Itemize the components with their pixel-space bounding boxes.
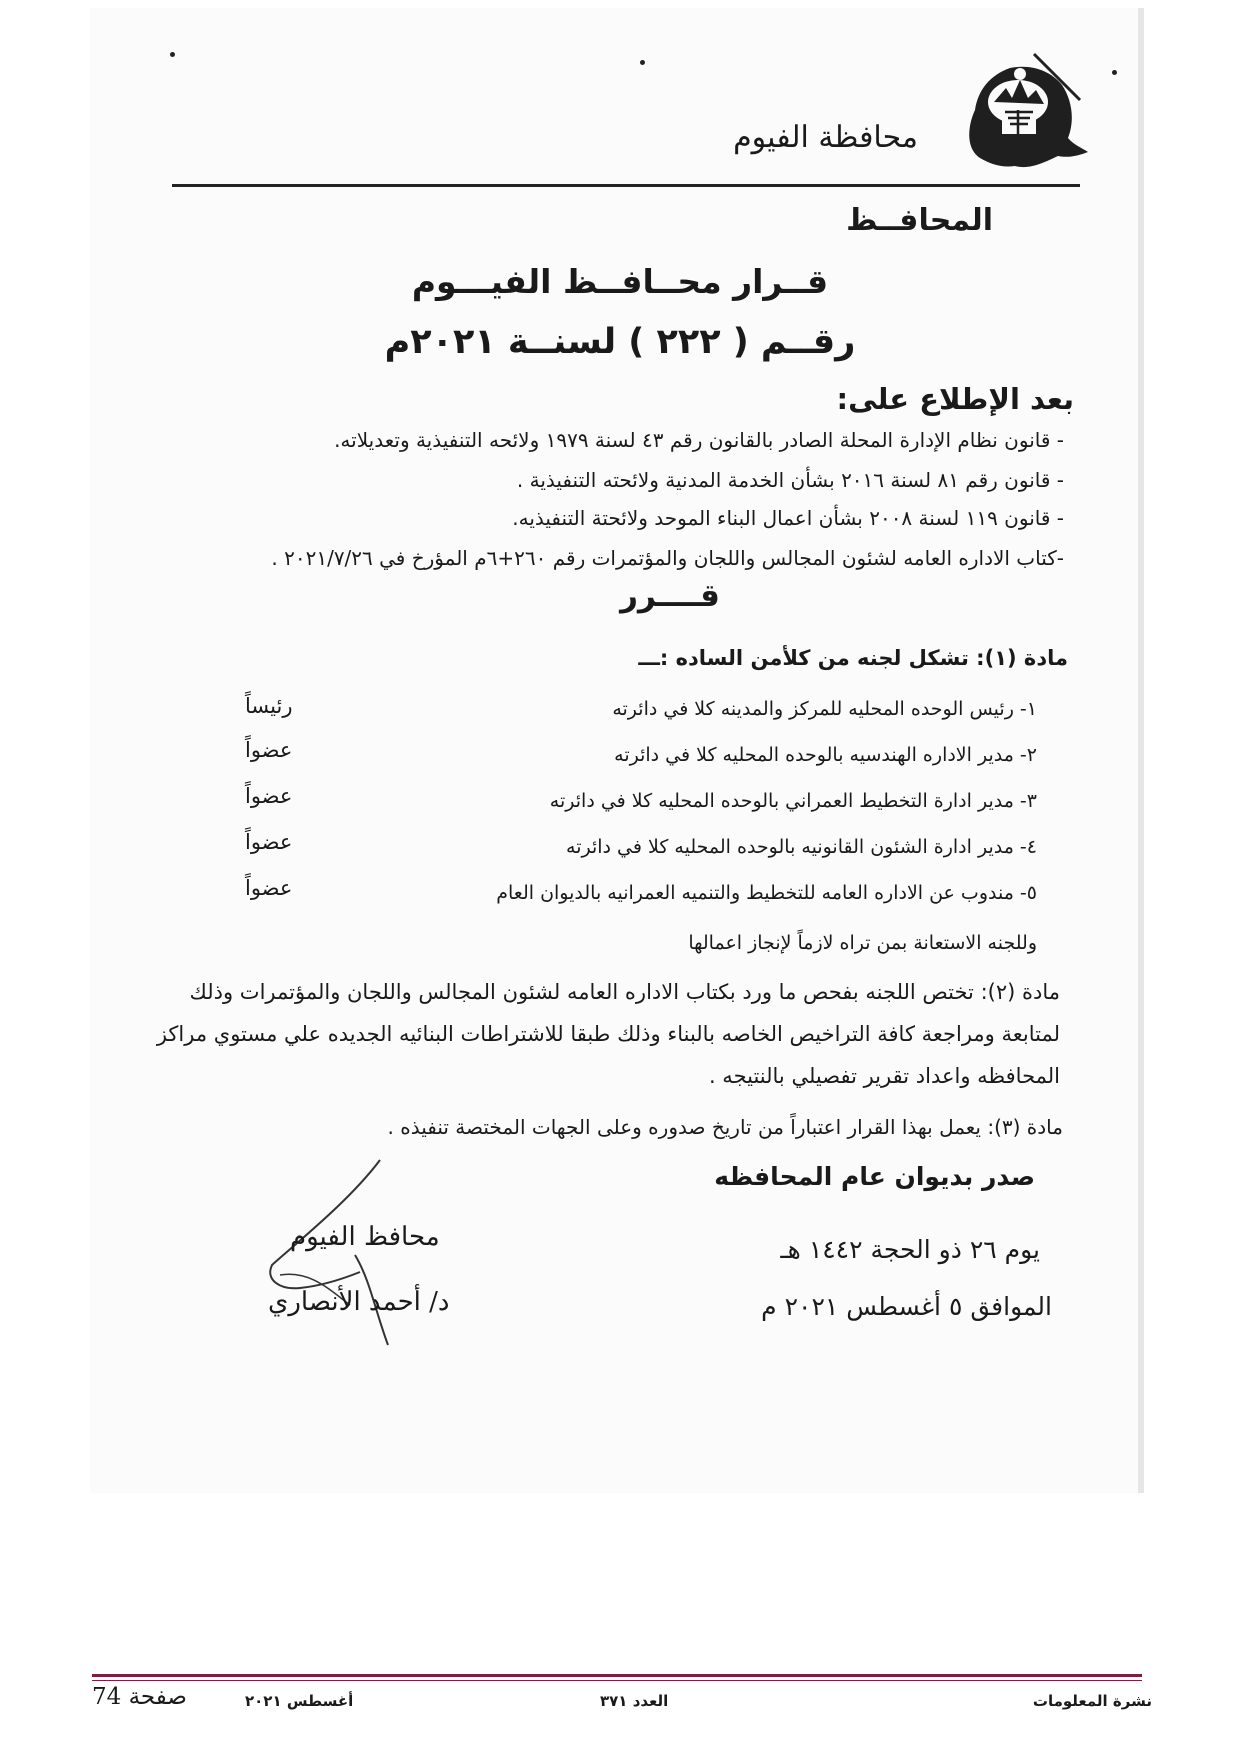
scan-speck bbox=[1112, 70, 1117, 75]
footer-issue: العدد ٣٧١ bbox=[600, 1692, 669, 1710]
decree-title: قــرار محــافــظ الفيـــوم bbox=[411, 262, 829, 301]
reference-item: -كتاب الاداره العامه لشئون المجالس واللجان والمؤتمرات رقم ٢٦٠+٦م المؤرخ في ٢٠٢١/٧/٢٦ . bbox=[271, 546, 1064, 570]
committee-member: ١- رئيس الوحده المحليه للمركز والمدينه كلا في دائرته bbox=[612, 698, 1037, 720]
member-role: عضواً bbox=[245, 738, 293, 762]
article-2-line: مادة (٢): تختص اللجنه بفحص ما ورد بكتاب الاداره العامه لشئون المجالس واللجان والمؤتمرات وذلك bbox=[189, 980, 1060, 1004]
date-gregorian: الموافق ٥ أغسطس ٢٠٢١ م bbox=[761, 1292, 1052, 1321]
scan-edge bbox=[1138, 8, 1144, 1493]
member-role: عضواً bbox=[245, 876, 293, 900]
committee-member: ٥- مندوب عن الاداره العامه للتخطيط والتنميه العمرانيه بالديوان العام bbox=[496, 882, 1037, 904]
preamble-heading: بعد الإطلاع على: bbox=[836, 382, 1074, 416]
member-role: عضواً bbox=[245, 830, 293, 854]
scan-speck bbox=[170, 52, 175, 57]
footer-rule-thin bbox=[92, 1680, 1142, 1681]
issued-at: صدر بديوان عام المحافظه bbox=[714, 1162, 1035, 1191]
governorate-name: محافظة الفيوم bbox=[733, 120, 918, 155]
date-hijri: يوم ٢٦ ذو الحجة ١٤٤٢ هـ bbox=[780, 1235, 1040, 1264]
article-2-line: لمتابعة ومراجعة كافة التراخيص الخاصه بالبناء وذلك طبقا للاشتراطات البنائيه الجديده علي مستوي مراكز bbox=[156, 1022, 1060, 1046]
header-rule bbox=[172, 184, 1080, 187]
article-3: مادة (٣): يعمل بهذا القرار اعتباراً من تاريخ صدوره وعلى الجهات المختصة تنفيذه . bbox=[387, 1115, 1063, 1139]
committee-member: ٣- مدير ادارة التخطيط العمراني بالوحده المحليه كلا في دائرته bbox=[549, 790, 1037, 812]
decree-number: رقــم ( ٢٢٢ ) لسنــة ٢٠٢١م bbox=[384, 322, 856, 362]
reference-item: - قانون نظام الإدارة المحلة الصادر بالقانون رقم ٤٣ لسنة ١٩٧٩ ولائحه التنفيذية وتعديلاته. bbox=[334, 428, 1064, 452]
committee-member: ٤- مدير ادارة الشئون القانونيه بالوحده المحليه كلا في دائرته bbox=[566, 836, 1037, 858]
footer-rule bbox=[92, 1674, 1142, 1677]
member-role: عضواً bbox=[245, 784, 293, 808]
pen-mark-icon bbox=[1030, 50, 1085, 105]
scan-speck bbox=[640, 60, 645, 65]
footer-month: أغسطس ٢٠٢١ bbox=[245, 1692, 354, 1710]
signatory-title: محافظ الفيوم bbox=[290, 1222, 440, 1252]
assistance-line: وللجنه الاستعانة بمن تراه لازماً لإنجاز اعمالها bbox=[688, 932, 1037, 954]
signatory-name: د/ أحمد الأنصاري bbox=[268, 1287, 450, 1317]
committee-member: ٢- مدير الاداره الهندسيه بالوحده المحليه كلا في دائرته bbox=[614, 744, 1037, 766]
article-1-heading: مادة (١): تشكل لجنه من كلأمن الساده :ـــ bbox=[638, 646, 1068, 670]
reference-item: - قانون رقم ٨١ لسنة ٢٠١٦ بشأن الخدمة المدنية ولائحته التنفيذية . bbox=[516, 468, 1064, 492]
footer-page-number: صفحة 74 bbox=[92, 1684, 187, 1710]
decided-heading: قــــرر bbox=[620, 578, 720, 614]
office-title: المحافــظ bbox=[846, 203, 993, 238]
footer-publication: نشرة المعلومات bbox=[1032, 1692, 1152, 1710]
reference-item: - قانون ١١٩ لسنة ٢٠٠٨ بشأن اعمال البناء الموحد ولائحتة التنفيذيه. bbox=[512, 506, 1064, 530]
member-role: رئيساً bbox=[245, 694, 293, 718]
article-2-line: المحافظه واعداد تقرير تفصيلي بالنتيجه . bbox=[708, 1064, 1060, 1088]
